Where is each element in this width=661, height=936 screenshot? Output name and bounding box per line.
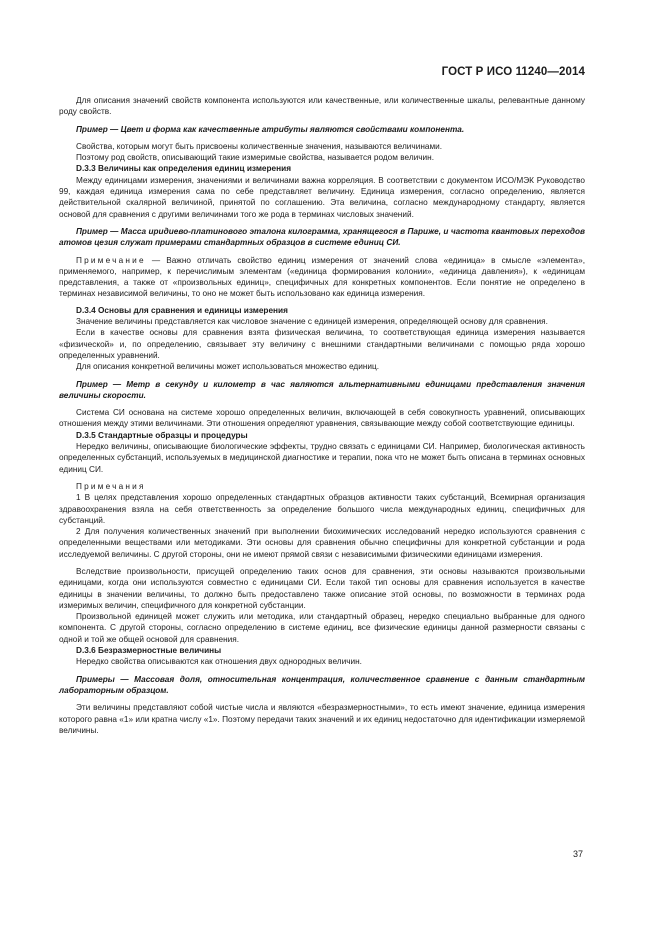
note-item: 1 В целях представления хорошо определенных стандартных образцов активности таких субстанций, Всемирная организация здравоохранения взяла на себя ответственность за определение большого числа международных единиц, специфичных для субстанций.: [59, 493, 585, 525]
note-text: — Важно отличать свойство единиц измерения от значений слова «единица» в смысле «элемента», применяемого, например, к перечислимым элементам («единица формирования колонии», «единица давления»), к «единицам представления, а также от «произвольных единиц», специфичных для конкретных компонентов. Если понятие не определено в терминах независимой величины, то оно не может быть использовано как единица измерения.: [59, 255, 585, 299]
paragraph: Для описания значений свойств компонента используются или качественные, или количественные шкалы, релевантные данному роду свойств.: [59, 96, 585, 117]
example: Пример — Метр в секунду и километр в час являются альтернативными единицами представления значения величины скорости.: [59, 379, 585, 400]
section-heading: D.3.4 Основы для сравнения и единицы измерения: [76, 305, 288, 315]
example: Примеры — Массовая доля, относительная концентрация, количественное сравнение с данным стандартным лабораторным образцом.: [59, 674, 585, 695]
paragraph: Произвольной единицей может служить или методика, или стандартный образец, нередко специально выбранные для одного компонента. С другой стороны, согласно определению в системе единиц, все физические единицы данной размерности связаны с одной и той же общей основой для сравнения.: [59, 612, 585, 644]
paragraph: Нередко свойства описываются как отношения двух однородных величин.: [76, 657, 362, 667]
paragraph: Поэтому род свойств, описывающий такие измеримые свойства, называется родом величин.: [76, 153, 435, 163]
paragraph: Система СИ основана на системе хорошо определенных величин, включающей в себя совокупность уравнений, описывающих отношения между этими величинами. Эти отношения определяют уравнения, связывающие между собой соответствующие единицы.: [59, 408, 585, 429]
note: [59, 255, 585, 300]
paragraph: Между единицами измерения, значениями и величинами важна корреляция. В соответствии с документом ИСО/МЭК Руководство 99, каждая единица измерения сама по себе представляет величину. Единица измерения, согласно определению, является действительной скалярной величиной, принятой по соглашению. Эта величина, согласно международному стандарту, является основой для сравнения с другими величинами того же рода в терминах числовых значений.: [59, 175, 585, 219]
page-number: 37: [573, 849, 584, 859]
paragraph: Если в качестве основы для сравнения взята физическая величина, то соответствующая единица измерения называется «физической» и, по определению, связывает эту величину с внешними стандартными величинами с помощью ряда хорошо определенных уравнений.: [59, 328, 585, 360]
paragraph: Свойства, которым могут быть присвоены количественные значения, называются величинами.: [76, 141, 443, 151]
note-label: Примечание: [76, 255, 146, 265]
notes-label: Примечания: [76, 481, 146, 491]
document-header: ГОСТ Р ИСО 11240—2014: [441, 66, 585, 78]
example: Пример — Цвет и форма как качественные атрибуты являются свойствами компонента.: [76, 124, 465, 134]
section-heading: D.3.5 Стандартные образцы и процедуры: [76, 430, 248, 440]
section-heading: D.3.6 Безразмерностные величины: [76, 646, 222, 656]
section-heading: D.3.3 Величины как определения единиц измерения: [76, 164, 292, 174]
example: Пример — Масса иридиево-платинового эталона килограмма, хранящегося в Париже, и частота квантовых переходов атомов цезия служат примерами стандартных образцов в системе единиц СИ.: [59, 226, 585, 248]
note-item: 2 Для получения количественных значений при выполнении биохимических исследований нередко используются сравнения с определенными веществами или методиками. Эти основы для сравнения обычно специфичны для конкретной субстанции и рода исследуемой величины. С другой стороны, они не имеют прямой связи с независимыми физическими единицами измерения.: [59, 527, 585, 559]
paragraph: Вследствие произвольности, присущей определению таких основ для сравнения, эти основы называются произвольными единицами, когда они используются совместно с единицами СИ. Если такой тип основы для сравнения используется в качестве единицы в значении величины, то должно быть предоставлено также описание этой основы, по возможности в терминах рода измеримых величин, специфичного для конкретной субстанции.: [59, 566, 585, 610]
paragraph: Значение величины представляется как числовое значение с единицей измерения, определяющей основу для сравнения.: [76, 317, 548, 327]
document-body: [59, 95, 585, 736]
paragraph: Нередко величины, описывающие биологические эффекты, трудно связать с единицами СИ. Например, биологическая активность определенных субстанций, используемых в медицинской диагностике и терапии, пока что не может быть описана в терминах основных единиц СИ.: [59, 442, 585, 474]
paragraph: Для описания конкретной величины может использоваться множество единиц.: [76, 362, 379, 372]
paragraph: Эти величины представляют собой чистые числа и являются «безразмерностными», то есть имеют значение, единица измерения которого равна «1» или кратна числу «1». Поэтому передачи таких значений и их единиц недостаточно для идентификации измеряемой величины.: [59, 703, 585, 735]
